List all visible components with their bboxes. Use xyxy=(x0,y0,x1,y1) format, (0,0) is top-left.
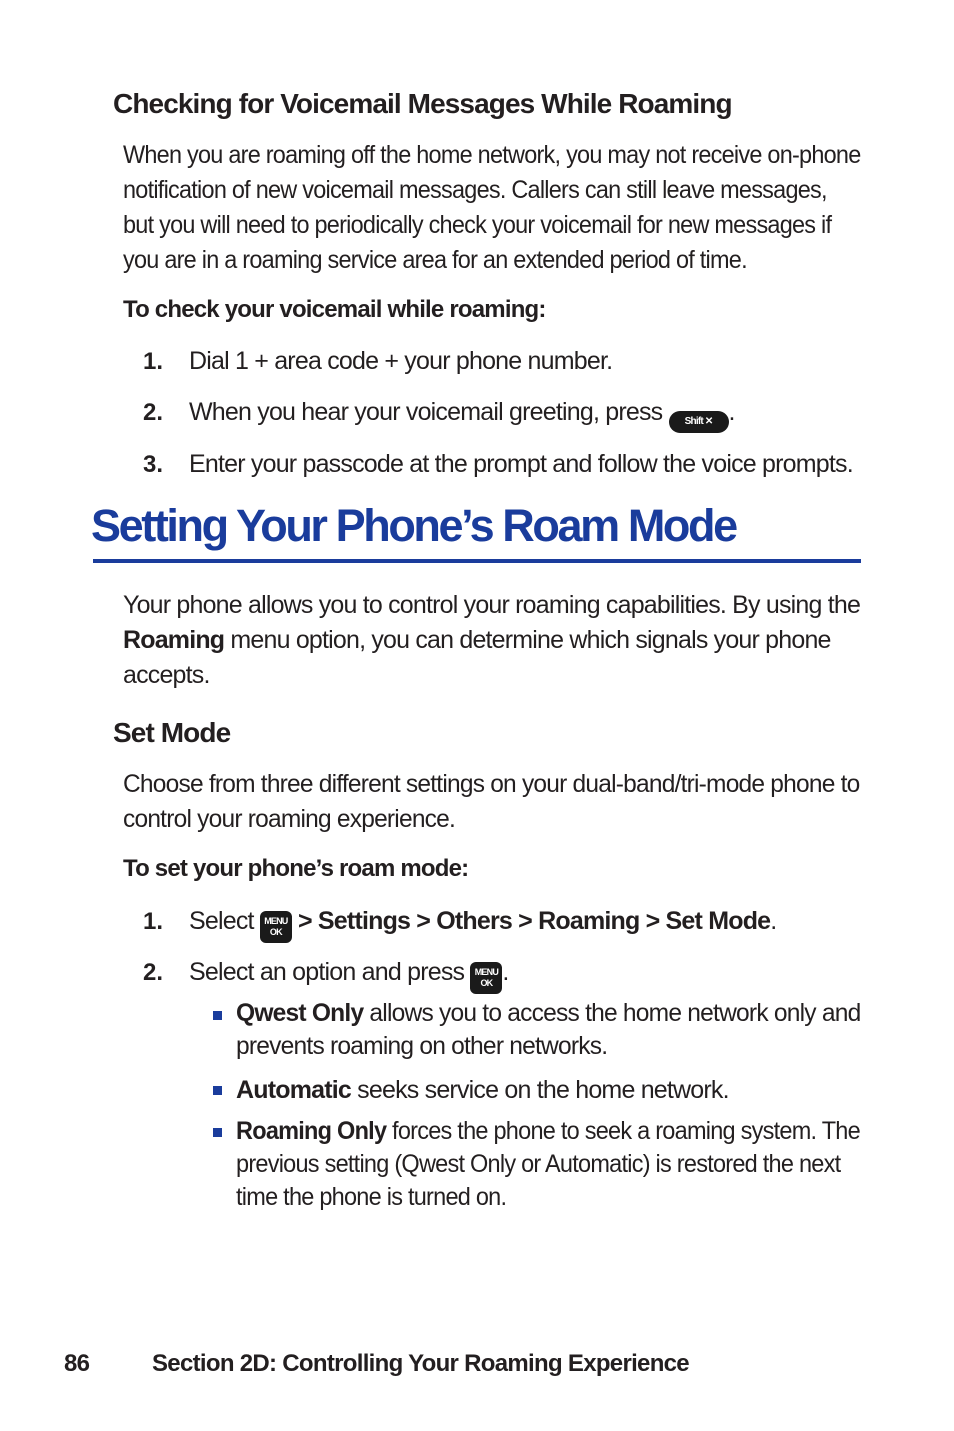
step-text-after: . xyxy=(728,398,735,426)
step-number: 1. xyxy=(143,908,164,935)
set-mode-heading: Set Mode xyxy=(113,717,231,748)
step-text-after: . xyxy=(502,958,509,986)
step-text xyxy=(189,904,776,943)
square-bullet-icon xyxy=(213,1086,222,1095)
section-intro-line: accepts. xyxy=(123,661,210,689)
step-text xyxy=(189,395,735,433)
menu-ok-key-icon: MENU OK xyxy=(470,962,502,994)
option-text: forces the phone to seek a roaming system. The xyxy=(386,1117,860,1145)
option-text: time the phone is turned on. xyxy=(236,1183,507,1211)
voicemail-lead: To check your voicemail while roaming: xyxy=(123,296,546,323)
section-intro-line xyxy=(123,623,860,658)
option-item xyxy=(236,997,860,1063)
voicemail-intro-line: but you will need to periodically check your voicemail for new messages if xyxy=(123,211,832,239)
section-intro-rest: menu option, you can determine which signals your phone xyxy=(224,626,831,654)
section-intro xyxy=(123,588,860,693)
section-intro-line: Your phone allows you to control your roaming capabilities. By using the xyxy=(123,591,861,619)
option-item xyxy=(236,1115,860,1214)
step-text-main: When you hear your voicemail greeting, press xyxy=(189,398,663,426)
voicemail-intro-line: you are in a roaming service area for an extended period of time. xyxy=(123,246,747,274)
page-number: 86 xyxy=(64,1350,90,1377)
footer-section-title: Section 2D: Controlling Your Roaming Experience xyxy=(152,1350,689,1377)
option-text: allows you to access the home network only and xyxy=(363,999,861,1027)
step-text-after: . xyxy=(770,907,777,935)
menu-path: > Settings > Others > Roaming > Set Mode xyxy=(291,907,771,935)
square-bullet-icon xyxy=(213,1011,222,1020)
step-number: 1. xyxy=(143,348,164,375)
set-mode-lead: To set your phone’s roam mode: xyxy=(123,855,469,882)
step-text-main: Select an option and press xyxy=(189,958,465,986)
option-text: seeks service on the home network. xyxy=(351,1076,729,1104)
step-text-main: Select xyxy=(189,907,254,935)
voicemail-intro-line: When you are roaming off the home network, you may not receive on-phone xyxy=(123,141,861,169)
option-name: Qwest Only xyxy=(236,999,364,1027)
set-mode-intro xyxy=(123,767,860,837)
step-number: 2. xyxy=(143,959,164,986)
step-text: Enter your passcode at the prompt and follow the voice prompts. xyxy=(189,450,853,478)
voicemail-intro-line: notification of new voicemail messages. Callers can still leave messages, xyxy=(123,176,827,204)
shift-key-icon: Shift ✕ xyxy=(669,411,729,433)
option-name: Roaming Only xyxy=(236,1117,387,1145)
option-item xyxy=(236,1073,729,1108)
voicemail-heading: Checking for Voicemail Messages While Roaming xyxy=(113,88,732,119)
title-rule xyxy=(93,559,861,563)
step-number: 2. xyxy=(143,399,164,426)
menu-ok-key-icon: MENU OK xyxy=(260,911,292,943)
step-text xyxy=(189,955,509,994)
voicemail-intro xyxy=(123,138,861,278)
step-number: 3. xyxy=(143,451,164,478)
option-name: Automatic xyxy=(236,1076,352,1104)
option-text: previous setting (Qwest Only or Automatic) is restored the next xyxy=(236,1150,841,1178)
set-mode-intro-line: control your roaming experience. xyxy=(123,805,456,833)
roaming-term: Roaming xyxy=(123,626,225,654)
option-text: prevents roaming on other networks. xyxy=(236,1032,608,1060)
section-title: Setting Your Phone’s Roam Mode xyxy=(91,500,736,551)
square-bullet-icon xyxy=(213,1128,222,1137)
step-text: Dial 1 + area code + your phone number. xyxy=(189,347,613,375)
set-mode-intro-line: Choose from three different settings on your dual-band/tri-mode phone to xyxy=(123,770,860,798)
